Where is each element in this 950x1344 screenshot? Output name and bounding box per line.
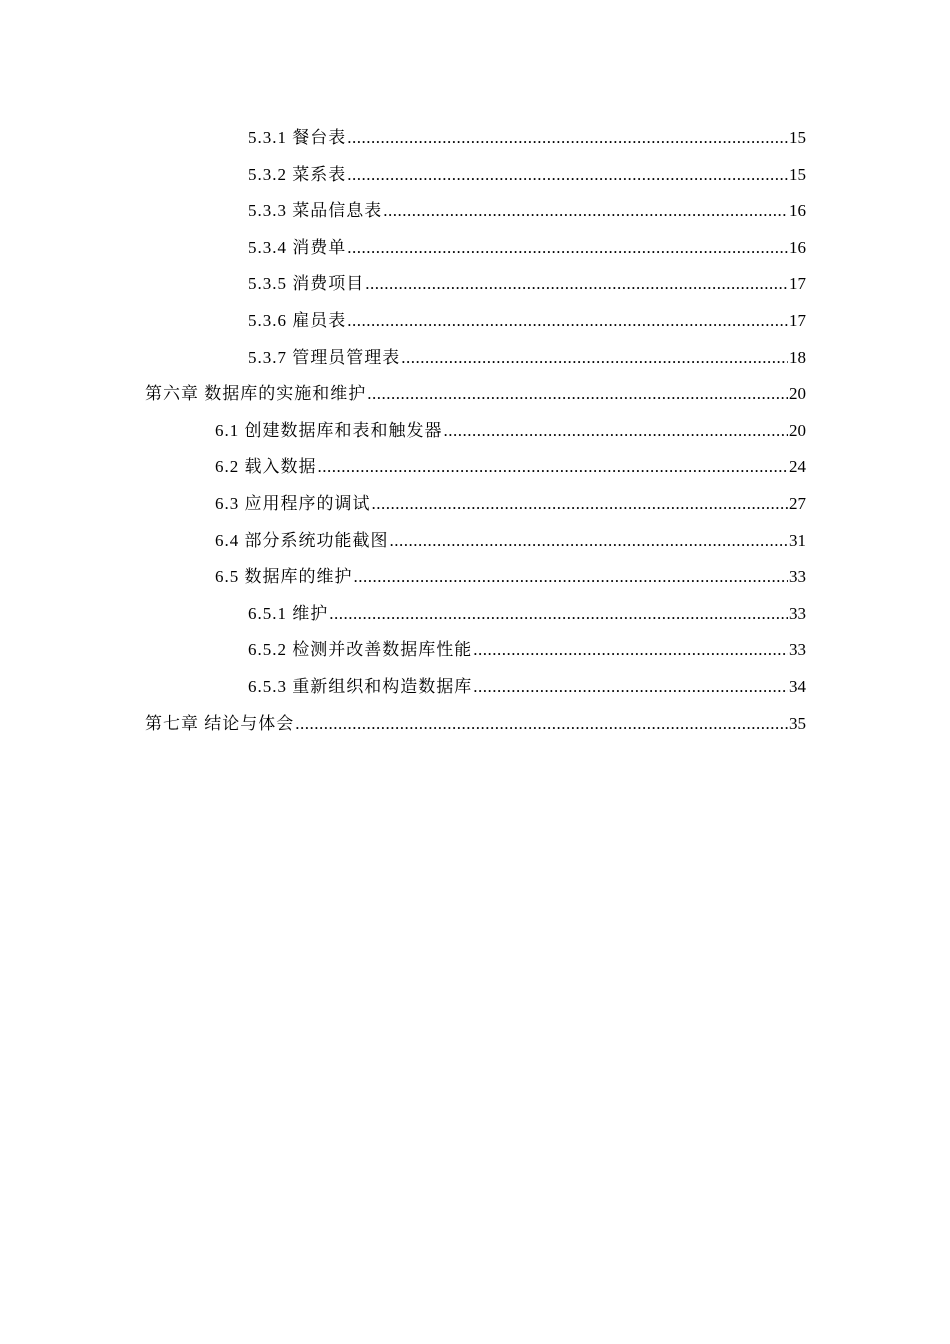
toc-page-number: 31 <box>789 530 806 550</box>
toc-entry-6-1[interactable] <box>145 413 806 450</box>
toc-page-number: 17 <box>789 274 806 294</box>
toc-page-number: 15 <box>789 164 806 184</box>
toc-dot-leader <box>383 193 788 230</box>
toc-entry-5-3-7[interactable] <box>145 340 806 377</box>
toc-page-number: 17 <box>789 310 806 330</box>
toc-entry-5-3-1[interactable] <box>145 120 806 157</box>
toc-dot-leader <box>473 669 788 706</box>
toc-entry-chapter-6[interactable] <box>145 376 806 413</box>
toc-entry-title: 6.4 部分系统功能截图 <box>215 530 389 550</box>
toc-dot-leader <box>444 413 789 450</box>
toc-entry-title: 5.3.6 雇员表 <box>248 310 347 330</box>
toc-page-number: 20 <box>789 384 806 404</box>
toc-page-number: 24 <box>789 457 806 477</box>
toc-entry-title: 6.1 创建数据库和表和触发器 <box>215 420 443 440</box>
toc-dot-leader <box>347 157 788 194</box>
toc-page-number: 15 <box>789 128 806 147</box>
toc-dot-leader <box>295 706 788 743</box>
toc-dot-leader <box>318 449 789 486</box>
toc-entry-title: 5.3.1 餐台表 <box>248 128 347 147</box>
toc-dot-leader <box>329 596 788 633</box>
toc-dot-leader <box>354 559 789 596</box>
toc-page-number: 20 <box>789 420 806 440</box>
toc-dot-leader <box>367 376 788 413</box>
table-of-contents <box>145 120 806 742</box>
toc-dot-leader <box>390 523 789 560</box>
toc-page-number: 33 <box>789 567 806 587</box>
toc-entry-title: 6.5 数据库的维护 <box>215 567 353 587</box>
toc-entry-title: 6.3 应用程序的调试 <box>215 493 371 513</box>
toc-entry-6-4[interactable] <box>145 523 806 560</box>
toc-page-number: 33 <box>789 640 806 660</box>
toc-dot-leader <box>372 486 789 523</box>
toc-entry-title: 6.5.1 维护 <box>248 603 329 623</box>
toc-entry-6-5-1[interactable] <box>145 596 806 633</box>
toc-entry-5-3-2[interactable] <box>145 157 806 194</box>
toc-entry-title: 6.5.2 检测并改善数据库性能 <box>248 640 473 660</box>
toc-entry-6-5-2[interactable] <box>145 632 806 669</box>
toc-entry-5-3-4[interactable] <box>145 230 806 267</box>
toc-page-number: 16 <box>789 237 806 257</box>
toc-entry-title: 6.2 载入数据 <box>215 457 317 477</box>
toc-entry-6-2[interactable] <box>145 449 806 486</box>
toc-entry-title: 第六章 数据库的实施和维护 <box>145 384 367 404</box>
toc-dot-leader <box>473 632 788 669</box>
toc-entry-chapter-7[interactable] <box>145 706 806 743</box>
toc-entry-6-5-3[interactable] <box>145 669 806 706</box>
toc-entry-6-5[interactable] <box>145 559 806 596</box>
toc-entry-title: 5.3.7 管理员管理表 <box>248 347 401 367</box>
toc-entry-title: 第七章 结论与体会 <box>145 713 295 733</box>
toc-entry-title: 5.3.3 菜品信息表 <box>248 201 383 221</box>
toc-dot-leader <box>401 340 788 377</box>
toc-entry-title: 5.3.4 消费单 <box>248 237 347 257</box>
toc-dot-leader <box>365 266 788 303</box>
toc-page-number: 33 <box>789 603 806 623</box>
toc-entry-6-3[interactable] <box>145 486 806 523</box>
toc-page-number: 18 <box>789 347 806 367</box>
toc-dot-leader <box>347 120 788 157</box>
toc-entry-5-3-6[interactable] <box>145 303 806 340</box>
toc-page-number: 16 <box>789 201 806 221</box>
toc-entry-title: 6.5.3 重新组织和构造数据库 <box>248 676 473 696</box>
toc-entry-5-3-3[interactable] <box>145 193 806 230</box>
toc-page-number: 35 <box>789 713 806 733</box>
toc-entry-5-3-5[interactable] <box>145 266 806 303</box>
toc-dot-leader <box>347 303 788 340</box>
toc-entry-title: 5.3.2 菜系表 <box>248 164 347 184</box>
toc-page-number: 34 <box>789 676 806 696</box>
toc-entry-title: 5.3.5 消费项目 <box>248 274 365 294</box>
toc-page-number: 27 <box>789 493 806 513</box>
toc-dot-leader <box>347 230 788 267</box>
